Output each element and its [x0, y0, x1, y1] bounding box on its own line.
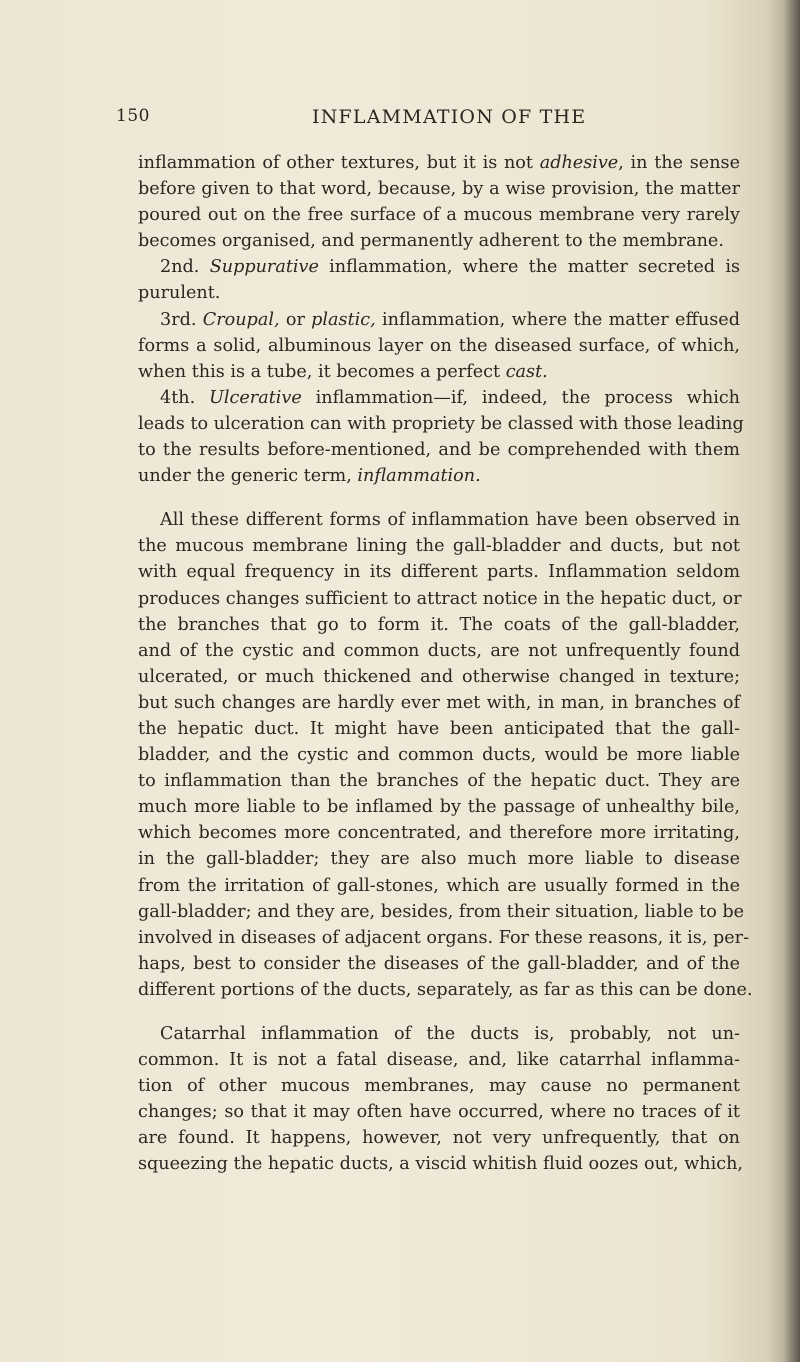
- text-line: different portions of the ducts, separately, as far as this can be done.: [138, 979, 753, 1000]
- text-line: squeezing the hepatic ducts, a viscid whitish fluid oozes out, which,: [138, 1154, 743, 1175]
- text-line: the hepatic duct. It might have been anticipated that the gall-: [138, 718, 740, 739]
- paragraph-gap: [138, 1003, 740, 1021]
- text-line: tion of other mucous membranes, may cause no permanent: [138, 1076, 740, 1097]
- text-line: purulent.: [138, 283, 221, 304]
- text-line: All these different forms of inflammation have been observed in: [160, 510, 740, 531]
- paragraph: [138, 385, 744, 489]
- running-head: INFLAMMATION OF THE: [312, 106, 587, 128]
- text-line: inflammation of other textures, but it is not adhesive, in the sense: [138, 153, 740, 173]
- text-line: which becomes more concentrated, and therefore more irritating,: [138, 823, 740, 844]
- text-line: Catarrhal inflammation of the ducts is, probably, not un-: [160, 1024, 740, 1044]
- text-line: are found. It happens, however, not very unfrequently, that on: [138, 1128, 740, 1149]
- text-line: when this is a tube, it becomes a perfect cast.: [138, 361, 548, 382]
- italic-term: Suppurative: [209, 257, 319, 278]
- paragraph: [138, 254, 740, 306]
- italic-term: adhesive: [539, 153, 619, 173]
- text-line: the branches that go to form it. The coats of the gall-bladder,: [138, 614, 740, 635]
- italic-term: Ulcerative: [209, 387, 302, 408]
- paragraph: [138, 1021, 743, 1178]
- text-line: produces changes sufficient to attract notice in the hepatic duct, or: [138, 588, 742, 609]
- italic-term: cast.: [505, 361, 548, 382]
- text-line: the mucous membrane lining the gall-bladder and ducts, but not: [138, 536, 740, 557]
- paragraph: [138, 150, 740, 254]
- page-edge-shadow: [784, 0, 800, 1362]
- italic-term: inflammation.: [357, 466, 481, 487]
- text-line: becomes organised, and permanently adherent to the membrane.: [138, 231, 724, 252]
- text-line: changes; so that it may often have occurred, where no traces of it: [138, 1102, 740, 1123]
- text-line: and of the cystic and common ducts, are not unfrequently found: [138, 640, 740, 661]
- paragraph: [138, 507, 753, 1003]
- text-line: gall-bladder; and they are, besides, from their situation, liable to be: [138, 901, 745, 922]
- italic-term: Croupal,: [202, 309, 280, 330]
- text-line: with equal frequency in its different parts. Inflammation seldom: [138, 562, 740, 583]
- text-line: haps, best to consider the diseases of the gall-bladder, and of the: [138, 953, 740, 974]
- text-line: common. It is not a fatal disease, and, like catarrhal inflamma-: [138, 1050, 740, 1071]
- text-line: from the irritation of gall-stones, which are usually formed in the: [138, 875, 740, 896]
- page-number: 150: [116, 106, 150, 126]
- text-line: to inflammation than the branches of the hepatic duct. They are: [138, 771, 740, 792]
- text-line: under the generic term, inflammation.: [138, 466, 481, 487]
- text-line: poured out on the free surface of a mucous membrane very rarely: [138, 205, 740, 226]
- text-line: ulcerated, or much thickened and otherwise changed in texture;: [138, 666, 740, 687]
- text-line: bladder, and the cystic and common ducts, would be more liable: [138, 745, 740, 766]
- text-line: 4th. Ulcerative inflammation—if, indeed, the process which: [160, 387, 741, 408]
- text-line: in the gall-bladder; they are also much more liable to disease: [138, 849, 740, 870]
- text-line: but such changes are hardly ever met with, in man, in branches of: [138, 692, 740, 713]
- page-header: [116, 106, 716, 136]
- text-line: 2nd. Suppurative inflammation, where the matter secreted is: [160, 257, 740, 278]
- text-line: 3rd. Croupal, or plastic, inflammation, where the matter effused: [160, 309, 740, 330]
- paragraph: [138, 307, 740, 385]
- text-line: before given to that word, because, by a wise provision, the matter: [138, 179, 740, 200]
- italic-term: plastic,: [311, 309, 376, 330]
- text-line: forms a solid, albuminous layer on the diseased surface, of which,: [138, 335, 740, 356]
- paragraph-gap: [138, 489, 740, 507]
- text-line: much more liable to be inflamed by the passage of unhealthy bile,: [138, 797, 740, 818]
- body-text: [138, 150, 753, 1178]
- text-line: involved in diseases of adjacent organs. For these reasons, it is, per-: [138, 927, 750, 948]
- text-line: leads to ulceration can with propriety be classed with those leading: [138, 413, 744, 434]
- text-line: to the results before-mentioned, and be comprehended with them: [138, 440, 740, 461]
